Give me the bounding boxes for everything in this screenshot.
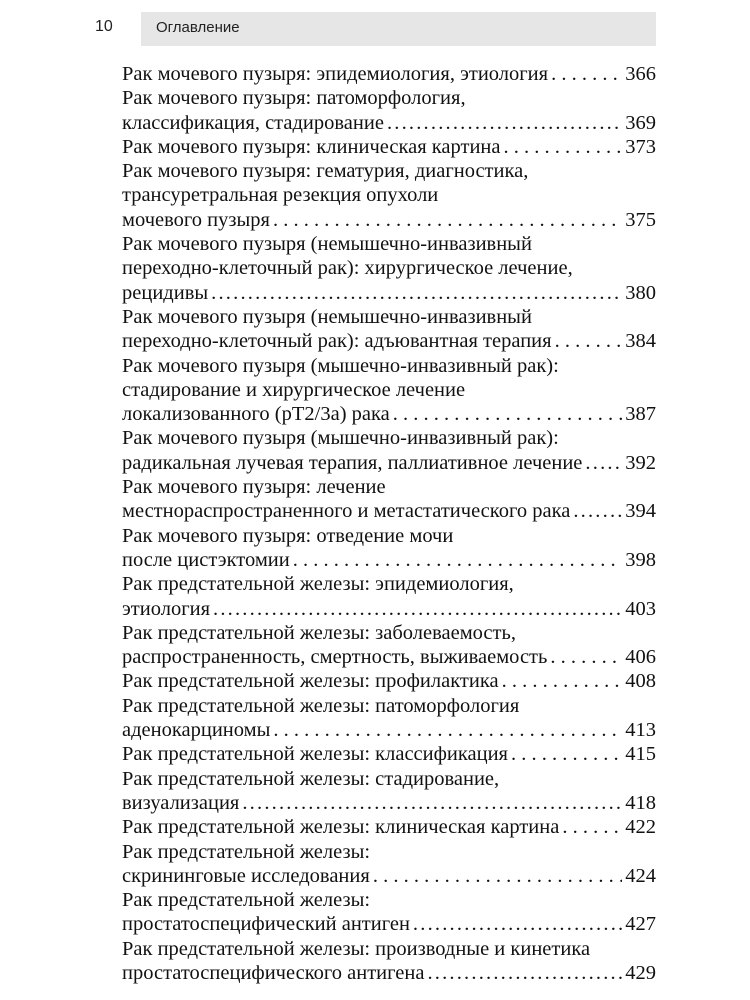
dot-leader <box>413 912 622 936</box>
dot-leader <box>502 669 623 693</box>
toc-entry-line <box>122 354 656 378</box>
toc-entry-line <box>122 767 656 791</box>
toc-entry[interactable] <box>122 937 656 986</box>
dot-leader <box>393 402 622 426</box>
toc-entry-title: трансуретральная резекция опухоли <box>122 184 439 207</box>
dot-leader <box>427 961 622 985</box>
toc-page-number: 398 <box>625 548 656 571</box>
toc-entry-title: простатоспецифического антигена <box>122 961 425 984</box>
toc-entry-title: классификация, стадирование <box>122 111 384 134</box>
toc-page-number: 429 <box>625 961 656 984</box>
dot-leader <box>562 815 622 839</box>
dot-leader <box>273 208 622 232</box>
toc-entry-line <box>122 378 656 402</box>
toc-entry-title: аденокарциномы <box>122 719 271 742</box>
toc-entry-title: Рак мочевого пузыря: отведение мочи <box>122 524 454 547</box>
toc-entry-line <box>122 183 656 207</box>
toc-entry-line <box>122 840 656 864</box>
toc-entry-line <box>122 572 656 596</box>
toc-entry-title: Рак предстательной железы: заболеваемость, <box>122 621 516 644</box>
toc-entry-title: распространенность, смертность, выживаемость <box>122 646 548 669</box>
toc-entry-title: Рак мочевого пузыря (мышечно-инвазивный рак): <box>122 354 559 377</box>
page-number: 10 <box>95 18 113 35</box>
running-header <box>0 12 750 46</box>
toc-entry-line <box>122 669 656 693</box>
toc-page-number: 403 <box>625 597 656 620</box>
toc-entry-line <box>122 718 656 742</box>
toc-entry[interactable] <box>122 135 656 159</box>
toc-entry-line <box>122 451 656 475</box>
toc-entry-title: после цистэктомии <box>122 548 290 571</box>
toc-entry[interactable] <box>122 742 656 766</box>
toc-entry-line <box>122 742 656 766</box>
toc-page-number: 380 <box>625 281 656 304</box>
toc-entry-title: скрининговые исследования <box>122 864 370 887</box>
toc-page-number: 424 <box>625 864 656 887</box>
toc-entry-line <box>122 135 656 159</box>
toc-entry-title: радикальная лучевая терапия, паллиативное лечение <box>122 451 583 474</box>
toc-entry-title: локализованного (рТ2/3а) рака <box>122 403 390 426</box>
toc-entry[interactable] <box>122 669 656 693</box>
toc-entry-line <box>122 645 656 669</box>
toc-entry-line <box>122 961 656 985</box>
dot-leader <box>273 718 622 742</box>
toc-entry[interactable] <box>122 62 656 86</box>
toc-entry[interactable] <box>122 159 656 232</box>
toc-entry-line <box>122 159 656 183</box>
header-title: Оглавление <box>156 19 240 36</box>
toc-entry-title: местнораспространенного и метастатического рака <box>122 500 571 523</box>
toc-entry-title: стадирование и хирургическое лечение <box>122 378 466 401</box>
toc-entry-line <box>122 281 656 305</box>
toc-entry-line <box>122 232 656 256</box>
toc-entry[interactable] <box>122 524 656 573</box>
toc-entry[interactable] <box>122 475 656 524</box>
toc-entry-line <box>122 912 656 936</box>
toc-entry[interactable] <box>122 232 656 305</box>
toc-entry-line <box>122 426 656 450</box>
toc-entry-line <box>122 548 656 572</box>
dot-leader <box>585 451 622 475</box>
toc-entry[interactable] <box>122 86 656 135</box>
toc-entry-title: Рак предстательной железы: эпидемиология, <box>122 573 514 596</box>
toc-entry-title: Рак предстательной железы: <box>122 840 371 863</box>
table-of-contents <box>122 62 656 985</box>
toc-entry-title: Рак мочевого пузыря (немышечно-инвазивный <box>122 233 532 256</box>
toc-entry[interactable] <box>122 572 656 621</box>
toc-entry-title: Рак мочевого пузыря: лечение <box>122 476 386 499</box>
header-bar <box>141 12 656 46</box>
toc-entry[interactable] <box>122 888 656 937</box>
toc-entry-line <box>122 815 656 839</box>
dot-leader <box>551 62 622 86</box>
toc-entry-title: этиология <box>122 597 210 620</box>
toc-page-number: 387 <box>625 403 656 426</box>
toc-entry[interactable] <box>122 840 656 889</box>
toc-entry-title: Рак предстательной железы: классификация <box>122 743 508 766</box>
toc-page-number: 366 <box>625 63 656 85</box>
toc-entry-line <box>122 86 656 110</box>
dot-leader <box>213 597 622 621</box>
toc-entry-line <box>122 499 656 523</box>
dot-leader <box>555 329 623 353</box>
toc-entry-title: Рак мочевого пузыря: гематурия, диагностика, <box>122 160 529 183</box>
dot-leader <box>504 135 623 159</box>
toc-page-number: 406 <box>625 646 656 669</box>
toc-entry-line <box>122 256 656 280</box>
dot-leader <box>373 864 622 888</box>
toc-entry-line <box>122 305 656 329</box>
toc-page-number: 384 <box>625 330 656 353</box>
toc-entry-title: Рак предстательной железы: патоморфология <box>122 694 520 717</box>
toc-entry[interactable] <box>122 354 656 427</box>
toc-page-number: 392 <box>625 451 656 474</box>
dot-leader <box>573 499 622 523</box>
dot-leader <box>211 281 622 305</box>
toc-page-number: 375 <box>625 208 656 231</box>
toc-entry-title: простатоспецифический антиген <box>122 913 410 936</box>
toc-entry-title: Рак мочевого пузыря (немышечно-инвазивный <box>122 305 532 328</box>
toc-page-number: 427 <box>625 913 656 936</box>
toc-entry[interactable] <box>122 694 656 743</box>
toc-page-number: 413 <box>625 719 656 742</box>
toc-entry-title: Рак мочевого пузыря: клиническая картина <box>122 135 501 158</box>
toc-entry[interactable] <box>122 305 656 354</box>
toc-entry-line <box>122 111 656 135</box>
toc-page-number: 415 <box>625 743 656 766</box>
toc-entry-title: визуализация <box>122 791 240 814</box>
toc-page-number: 369 <box>625 111 656 134</box>
toc-entry-title: Рак предстательной железы: производные и кинетика <box>122 937 591 960</box>
toc-entry-line <box>122 864 656 888</box>
toc-entry-line <box>122 888 656 912</box>
toc-page-number: 394 <box>625 500 656 523</box>
toc-entry-title: Рак предстательной железы: профилактика <box>122 670 499 693</box>
toc-entry[interactable] <box>122 621 656 670</box>
dot-leader <box>242 791 622 815</box>
toc-entry-line <box>122 621 656 645</box>
toc-entry-title: Рак предстательной железы: <box>122 889 371 912</box>
toc-entry[interactable] <box>122 815 656 839</box>
toc-entry-title: переходно-клеточный рак): хирургическое лечение, <box>122 257 573 280</box>
toc-entry-title: Рак мочевого пузыря (мышечно-инвазивный рак): <box>122 427 559 450</box>
toc-entry-title: мочевого пузыря <box>122 208 270 231</box>
toc-entry-line <box>122 329 656 353</box>
toc-entry-line <box>122 524 656 548</box>
dot-leader <box>550 645 622 669</box>
toc-entry-title: переходно-клеточный рак): адъювантная терапия <box>122 330 552 353</box>
toc-entry-title: рецидивы <box>122 281 209 304</box>
toc-entry-title: Рак предстательной железы: клиническая картина <box>122 816 560 839</box>
toc-entry-line <box>122 62 656 86</box>
dot-leader <box>511 742 622 766</box>
toc-entry-title: Рак предстательной железы: стадирование, <box>122 767 500 790</box>
toc-entry-title: Рак мочевого пузыря: патоморфология, <box>122 87 466 110</box>
toc-entry-line <box>122 475 656 499</box>
toc-entry-line <box>122 791 656 815</box>
toc-entry-line <box>122 208 656 232</box>
toc-entry[interactable] <box>122 767 656 816</box>
dot-leader <box>387 111 622 135</box>
toc-entry-title: Рак мочевого пузыря: эпидемиология, этиология <box>122 63 549 85</box>
toc-page-number: 422 <box>625 816 656 839</box>
toc-page-number: 408 <box>625 670 656 693</box>
toc-page-number: 373 <box>625 135 656 158</box>
toc-entry-line <box>122 937 656 961</box>
dot-leader <box>293 548 623 572</box>
toc-entry-line <box>122 597 656 621</box>
toc-entry-line <box>122 402 656 426</box>
toc-entry-line <box>122 694 656 718</box>
toc-page-number: 418 <box>625 791 656 814</box>
toc-entry[interactable] <box>122 426 656 475</box>
